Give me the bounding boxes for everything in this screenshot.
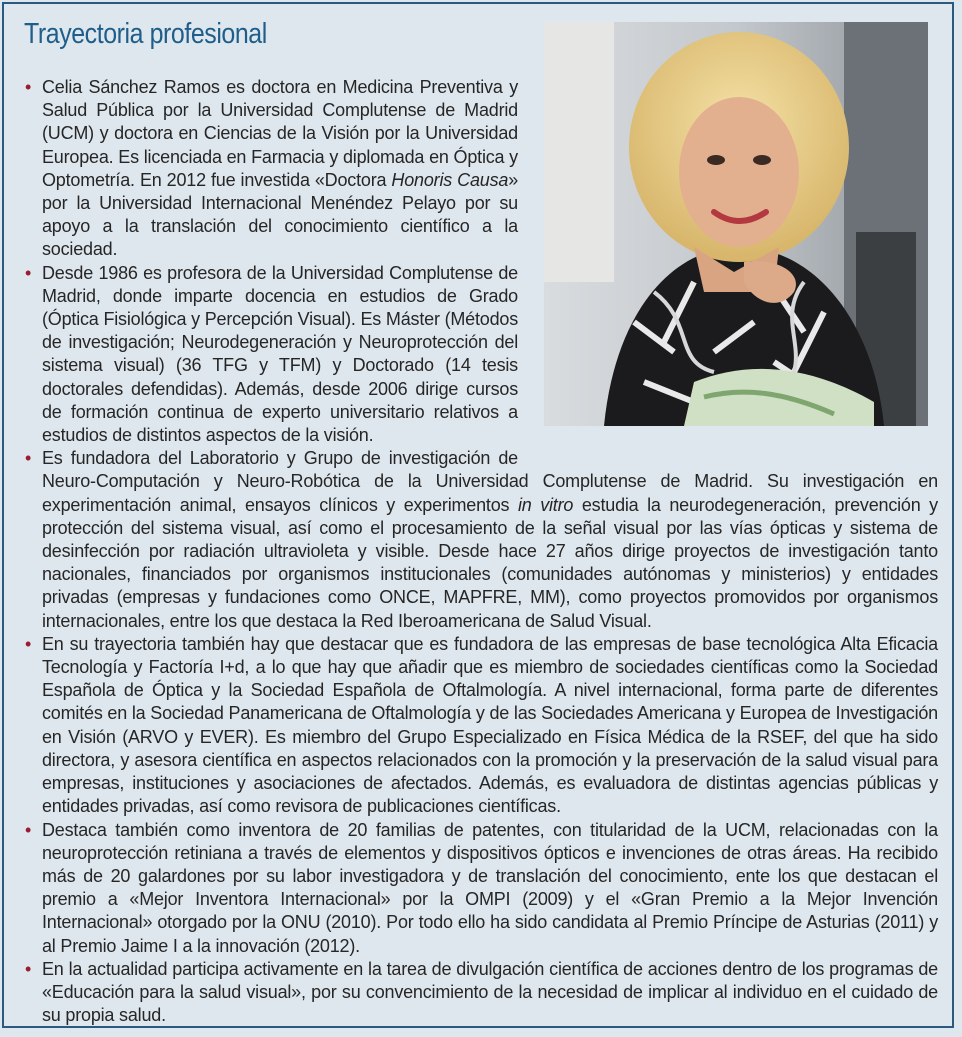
section-title: Trayectoria profesional bbox=[24, 18, 267, 50]
bullet-item bbox=[20, 819, 938, 958]
bullet-icon: • bbox=[25, 633, 32, 654]
italic-text: in vitro bbox=[517, 494, 574, 515]
bullet-list bbox=[20, 76, 938, 1027]
bullet-icon: • bbox=[25, 262, 32, 283]
text-run: Celia Sánchez Ramos es doctora en Medicina Preventiva y Salud Pública por la Universidad Complutense de Madrid (UCM) y doctora en Ciencias de la Visión por la Universidad Europea. Es licenciada en Farmacia y diplomada en Óptica y Optometría. En 2012 fue investida «Doctora bbox=[42, 77, 518, 190]
bullet-icon: • bbox=[25, 77, 32, 97]
bullet-text bbox=[42, 262, 938, 448]
biography-text bbox=[20, 76, 938, 1027]
bullet-item bbox=[20, 958, 938, 1028]
text-run: estudia la neurodegeneración, prevención y protección del sistema visual, así como el procesamiento de la señal visual por las vías ópticas y sistema de desinfección por radiación ultravioleta y visible. Desde hace 27 años dirige proyectos de investigación tanto nacionales, financiados por organismos institucionales (comunidades autónomas y ministerios) y entidades privadas (empresas y fundaciones como ONCE, MAPFRE, MM), como proyectos promovidos por organismos internacionales, entre los que destaca la Red Iberoamericana de Salud Visual. bbox=[42, 494, 938, 631]
bullet-item bbox=[20, 262, 938, 448]
text-run: Desde 1986 es profesora de la Universidad Complutense de Madrid, donde imparte docencia en estudios de Grado (Óptica Fisiológica y Percepción Visual). Es Máster (Métodos de investigación; Neurodegeneración y Neuroprotección del sistema visual) (36 TFG y TFM) y Doctorado (14 tesis doctorales defendidas). Además, desde 2006 dirige cursos de formación continua de experto universitario relativos a estudios de distintos aspectos de la visión. bbox=[42, 262, 518, 446]
bullet-text bbox=[42, 633, 938, 819]
text-run: Es fundadora del Laboratorio y Grupo de investigación de Neuro-Computación y Neuro-Robótica de la Universidad Complutense de Madrid. Su investigación en experimentación animal, ensayos clínicos y experimentos bbox=[42, 448, 938, 515]
bullet-icon: • bbox=[25, 958, 32, 979]
bullet-text bbox=[42, 819, 938, 958]
text-run: En su trayectoria también hay que destacar que es fundadora de las empresas de base tecnológica Alta Eficacia Tecnología y Factoría I+d, a lo que hay que añadir que es miembro de sociedades científicas como la Sociedad Española de Óptica y la Sociedad Española de Oftalmología. A nivel internacional, forma parte de diferentes comités en la Sociedad Panamericana de Oftalmología y de las Sociedades Americana y Europea de Investigación en Visión (ARVO y EVER). Es miembro del Grupo Especializado en Física Médica de la RSEF, del que ha sido directora, y asesora científica en aspectos relacionados con la promoción y la preservación de la salud visual para empresas, instituciones y asociaciones de afectados. Además, es evaluadora de distintas agencias públicas y entidades privadas, así como revisora de publicaciones científicas. bbox=[42, 633, 938, 817]
bullet-item bbox=[20, 76, 938, 262]
italic-text: Honoris Causa bbox=[391, 169, 509, 190]
bullet-item bbox=[20, 447, 938, 633]
bullet-icon: • bbox=[25, 448, 32, 469]
text-run: En la actualidad participa activamente en la tarea de divulgación científica de acciones dentro de los programas de «Educación para la salud visual», por su convencimiento de la necesidad de implicar al individuo en el cuidado de su propia salud. bbox=[42, 958, 938, 1026]
bullet-item bbox=[20, 633, 938, 819]
bullet-text bbox=[42, 76, 938, 262]
text-run: Destaca también como inventora de 20 familias de patentes, con titularidad de la UCM, relacionadas con la neuroprotección retiniana a través de elementos y dispositivos ópticos e invenciones de otras áreas. Ha recibido más de 20 galardones por su labor investigadora y de translación del conocimiento, ente los que destacan el premio a «Mejor Inventora Internacional» por la OMPI (2009) y el «Gran Premio a la Mejor Invención Internacional» otorgado por la ONU (2010). Por todo ello ha sido candidata al Premio Príncipe de Asturias (2011) y al Premio Jaime I a la innovación (2012). bbox=[42, 819, 938, 956]
text-run: » por la Universidad Internacional Menéndez Pelayo por su apoyo a la translación del conocimiento científico a la sociedad. bbox=[42, 169, 518, 260]
bullet-icon: • bbox=[25, 819, 32, 840]
bullet-text bbox=[42, 958, 938, 1028]
bullet-text bbox=[42, 447, 938, 633]
